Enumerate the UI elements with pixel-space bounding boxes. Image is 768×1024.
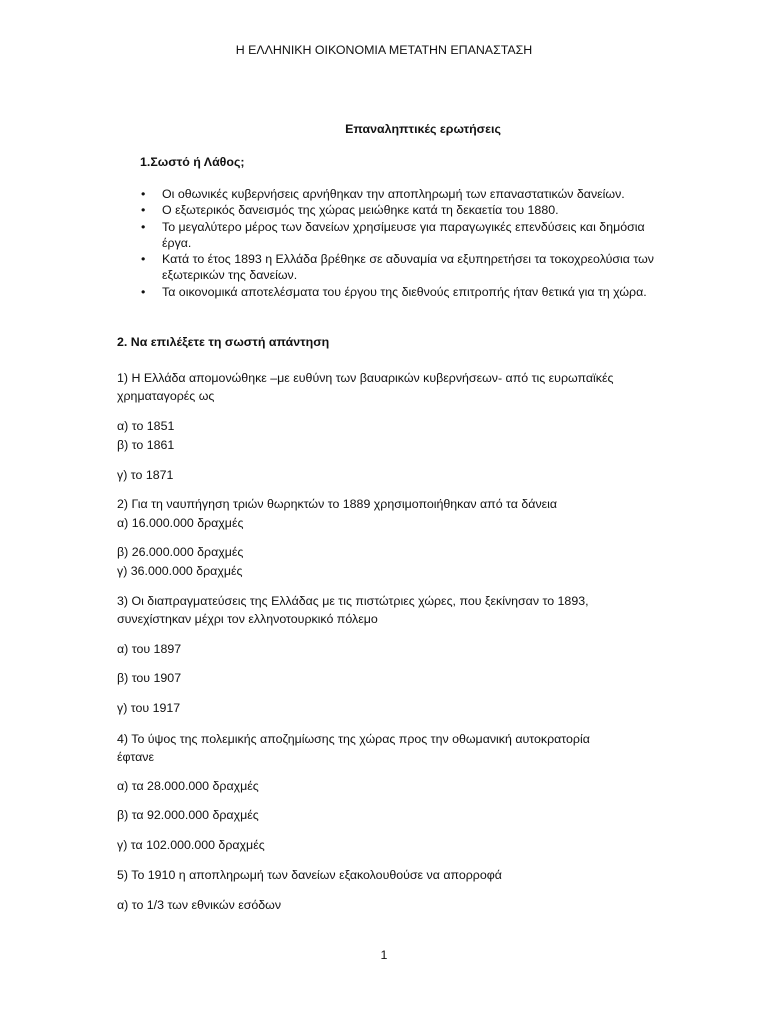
- list-item-text: Το μεγαλύτερο μέρος των δανείων χρησίμευσε για παραγωγικές επενδύσεις και δημόσια έργα.: [162, 219, 645, 250]
- bullet-glyph: •: [141, 203, 146, 218]
- section1-heading: 1.Σωστό ή Λάθος;: [140, 155, 245, 169]
- question-3-option-a: α) του 1897: [117, 642, 182, 656]
- bullet-glyph: •: [141, 187, 146, 201]
- question-4-option-b: β) τα 92.000.000 δραχμές: [117, 808, 259, 822]
- question-4-option-a: α) τα 28.000.000 δραχμές: [117, 779, 259, 793]
- question-3-text: 3) Οι διαπραγματεύσεις της Ελλάδας με τις πιστώτριες χώρες, που ξεκίνησαν το 1893,: [117, 594, 589, 608]
- question-1-option-a: α) το 1851: [117, 419, 175, 433]
- question-3-option-c: γ) του 1917: [117, 701, 181, 715]
- list-item-text: Οι οθωνικές κυβερνήσεις αρνήθηκαν την αποπληρωμή των επαναστατικών δανείων.: [162, 187, 625, 201]
- list-item-text: Κατά το έτος 1893 η Ελλάδα βρέθηκε σε αδυναμία να εξυπηρετήσει τα τοκοχρεολύσια των εξωτερικών της δανείων.: [162, 252, 654, 283]
- list-item-text: Τα οικονομικά αποτελέσματα του έργου της διεθνούς επιτροπής ήταν θετικά για τη χώρα.: [162, 284, 647, 299]
- list-item-text: Ο εξωτερικός δανεισμός της χώρας μειώθηκε κατά τη δεκαετία του 1880.: [162, 203, 559, 218]
- page-number: 1: [380, 948, 388, 962]
- bullet-glyph: •: [141, 219, 146, 234]
- question-2-option-b: β) 26.000.000 δραχμές: [117, 545, 244, 559]
- bullet-glyph: •: [141, 252, 146, 267]
- question-1-text: 1) Η Ελλάδα απομονώθηκε –με ευθύνη των βαυαρικών κυβερνήσεων- από τις ευρωπαϊκές: [117, 371, 614, 385]
- question-2-text: 2) Για τη ναυπήγηση τριών θωρηκτών το 1889 χρησιμοποιήθηκαν από τα δάνεια: [117, 497, 558, 511]
- true-false-list: [141, 186, 662, 300]
- question-4-option-c: γ) τα 102.000.000 δραχμές: [117, 838, 265, 852]
- question-1-option-c: γ) το 1871: [117, 468, 174, 482]
- list-item: [141, 219, 662, 252]
- question-1-option-b: β) το 1861: [117, 438, 175, 452]
- question-3-text-cont: συνεχίστηκαν μέχρι τον ελληνοτουρκικό πόλεμο: [117, 612, 378, 626]
- list-item: [141, 251, 662, 284]
- question-4-text: 4) Το ύψος της πολεμικής αποζημίωσης της χώρας προς την οθωμανική αυτοκρατορία: [117, 732, 590, 746]
- question-4-text-cont: έφτανε: [117, 750, 154, 764]
- document-title: Η ΕΛΛΗΝΙΚΗ ΟΙΚΟΝΟΜΙΑ ΜΕΤΑΤΗΝ ΕΠΑΝΑΣΤΑΣΗ: [235, 43, 533, 57]
- question-5-option-a: α) το 1/3 των εθνικών εσόδων: [117, 898, 282, 912]
- question-5-text: 5) Το 1910 η αποπληρωμή των δανείων εξακολουθούσε να απορροφά: [117, 868, 502, 882]
- list-item: [141, 186, 662, 202]
- question-2-option-a: α) 16.000.000 δραχμές: [117, 516, 244, 530]
- section2-heading: 2. Να επιλέξετε τη σωστή απάντηση: [117, 335, 330, 349]
- section-subtitle: Επαναληπτικές ερωτήσεις: [345, 122, 501, 136]
- question-2-option-c: γ) 36.000.000 δραχμές: [117, 564, 243, 578]
- list-item: [141, 202, 662, 218]
- question-3-option-b: β) του 1907: [117, 671, 182, 685]
- bullet-glyph: •: [141, 284, 146, 299]
- list-item: [141, 284, 662, 300]
- question-1-text-cont: χρηματαγορές ως: [117, 389, 215, 403]
